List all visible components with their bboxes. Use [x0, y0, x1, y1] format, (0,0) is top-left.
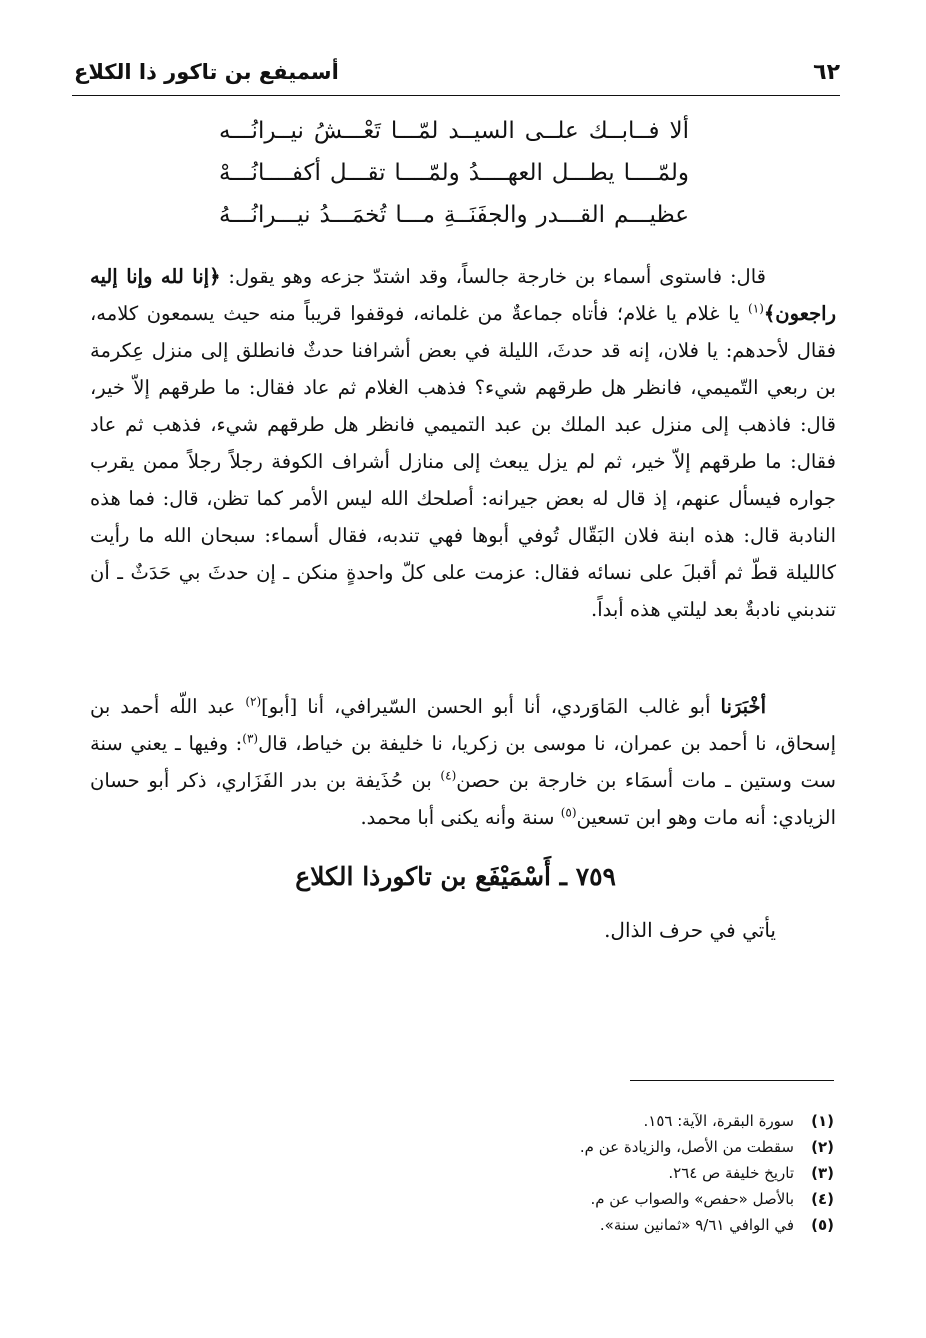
paragraph-text: سنة وأنه يكنى أبا محمد. — [360, 806, 561, 829]
header-rule — [72, 95, 840, 96]
footnote-number: (٥) — [811, 1216, 834, 1234]
page-number: ٦٢ — [813, 60, 840, 85]
footnote — [274, 1212, 834, 1238]
footnote-ref: (٤) — [440, 768, 457, 783]
footnote-number: (٤) — [811, 1190, 834, 1208]
footnote — [274, 1160, 834, 1186]
paragraph-text: قال: فاستوى أسماء بن خارجة جالساً، وقد اشتدّ جزعه وهو يقول: — [220, 265, 766, 288]
footnote-ref: (٣) — [242, 731, 259, 746]
footnote-number: (١) — [811, 1112, 834, 1130]
footnote — [274, 1108, 834, 1134]
footnote-text: في الوافي ٩/٦١ «ثمانين سنة». — [599, 1216, 794, 1234]
entry-text: يأتي في حرف الذال. — [604, 918, 776, 942]
quran-quote: ﴿إنا لله وإنا إليه راجعون﴾ — [90, 265, 836, 325]
footnote-text: سقطت من الأصل، والزيادة عن م. — [579, 1138, 794, 1156]
paragraph-narration — [90, 258, 836, 628]
paragraph-text: أبو غالب المَاوَردي، أنا أبو الحسن السّيرافي، أنا [أبو] — [261, 695, 721, 718]
footnote-number: (٣) — [811, 1164, 834, 1182]
footnote-ref: (١) — [748, 301, 764, 316]
poem — [219, 110, 689, 236]
running-header — [72, 58, 840, 96]
poem-line: ولمّــــا يطـــل العهــــدُ ولمّــــا تقـــل أكفــــانُـــهْ — [219, 160, 689, 186]
entry-heading: ٧٥٩ ـ أَسْمَيْفَع بن تاكورذا الكلاع — [295, 862, 616, 891]
footnote-text: بالأصل «حفص» والصواب عن م. — [590, 1190, 794, 1208]
footnote-number: (٢) — [811, 1138, 834, 1156]
paragraph-isnad — [90, 688, 836, 836]
footnote-ref: (٢) — [245, 694, 262, 709]
akhbarana-lead: أخْبَرَنا — [720, 695, 766, 718]
footnotes — [274, 1108, 834, 1238]
footnote-ref: (٥) — [560, 805, 577, 820]
paragraph-text: بن حُذَيفة بن بدر الفَزَاري، ذكر أبو حسان الزيادي: أنه مات وهو ابن تسعين — [90, 769, 836, 829]
poem-line: عظيـــم القـــدر والجفَنَــةِ مـــا تُخمَـــدُ نيـــرانُـــهُ — [219, 202, 689, 228]
paragraph-text: عبد اللّه أحمد بن إسحاق، نا أحمد بن عمران، نا موسى بن زكريا، نا خليفة بن خياط، قال — [90, 695, 836, 755]
footnote-rule — [630, 1080, 834, 1081]
poem-line: ألا فــابــك علــى السيــد لمّـــا تَعْـــشُ نيــرانُـــه — [219, 118, 689, 144]
footnote — [274, 1134, 834, 1160]
footnote-text: تاريخ خليفة ص ٢٦٤. — [668, 1164, 794, 1182]
running-title: أسميفع بن تاكور ذا الكلاع — [74, 60, 339, 84]
footnote-text: سورة البقرة، الآية: ١٥٦. — [643, 1112, 794, 1130]
paragraph-text: : وفيها ـ يعني سنة ست وستين ـ مات أسمَاء بن خارجة بن حصن — [90, 732, 836, 792]
footnote — [274, 1186, 834, 1212]
paragraph-text: يا غلام يا غلام؛ فأتاه جماعةٌ من غلمانه، فوقفوا قريباً منه حيث يسمعون كلامه، فقال لأحدهم: يا فلان، إنه قد حدثَ، الليلة في بعض أشرافنا حدثٌ فانطلق إلى منزل عِكرمة بن ربعي التّميمي، فانظر هل طرقهم شيء؟ فذهب الغلام ثم عاد فقال: ما طرقهم إلاّ خير، قال: فاذهب إلى منزل عبد الملك بن عبد التميمي فانظر هل طرقهم شيء، فذهب ثم عاد فقال: ما طرقهم إلاّ خير، ثم لم يزل يبعث إلى منازل أشراف الكوفة رجلاً رجلاً ممن يقرب جواره فيسأل عنهم، إذ قال له بعض جيرانه: أصلحك الله ليس الأمر كما تظن، قال: فما هذه النادبة قال: هذه ابنة فلان البَقّال تُوفي أبوها فهي تندبه، فقال أسماء: سبحان الله ما رأيت كالليلة قطّ ثم أقبلَ على نسائه فقال: عزمت على كلّ واحدةٍ منكن ـ إن حدثَ بي حَدَثٌ ـ أن تندبني نادبةٌ بعد ليلتي هذه أبداً. — [90, 302, 836, 621]
